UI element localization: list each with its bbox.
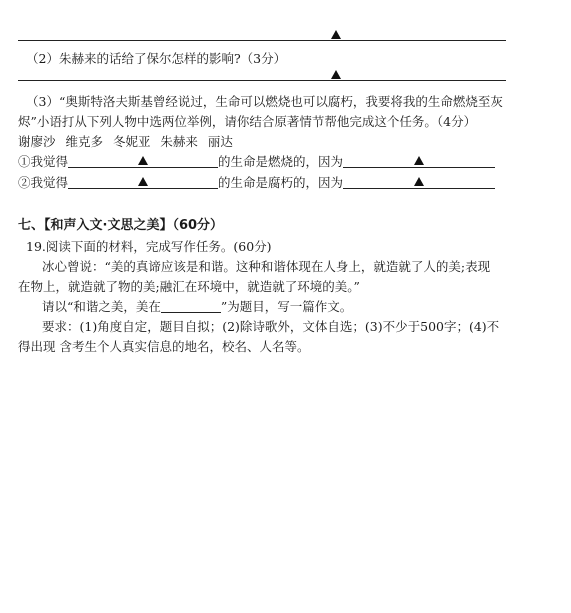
blank-character-2[interactable] [68,176,218,190]
section-7-title: 七、【和声入文·文思之美】（60分） [18,218,224,233]
quote-line-2: 在物上，就造就了物的美;融汇在环境中，就造就了环境的美。” [18,279,360,294]
prompt-part-a: 请以“和谐之美，美在 [42,299,161,314]
answer-row-2 [18,173,495,191]
row1-middle: 的生命是燃烧的，因为 [218,154,344,169]
requirements-line-1: 要求：(1)角度自定，题目自拟；(2)除诗歌外，文体自选；(3)不少于500字；(4)不 [42,319,500,334]
question-2: （2）朱赫来的话给了保尔怎样的影响?（3分） [26,51,287,66]
character-names: 谢廖沙 维克多 冬妮亚 朱赫来 丽达 [18,134,233,149]
marker-triangle [138,177,148,186]
marker-triangle [138,156,148,165]
marker-triangle [414,156,424,165]
row2-prefix: ②我觉得 [18,175,69,190]
blank-reason-1[interactable] [343,155,495,169]
question-19-stem: 19.阅读下面的材料，完成写作任务。(60分) [26,239,272,254]
marker-triangle [331,30,341,39]
question-3-line2: 烬”小语打从下列人物中选两位举例，请你结合原著情节帮他完成这个任务。（4分） [18,114,477,129]
writing-prompt [42,297,352,315]
title-blank[interactable] [161,300,221,314]
marker-triangle [414,177,424,186]
answer-row-1 [18,152,495,170]
quote-line-1: 冰心曾说：“美的真谛应该是和谐。这种和谐体现在人身上，就造就了人的美;表现 [42,259,491,274]
marker-triangle [331,70,341,79]
prompt-part-b: ”为题目，写一篇作文。 [220,299,353,314]
question-3-line1: （3）“奥斯特洛夫斯基曾经说过，生命可以燃烧也可以腐朽，我要将我的生命燃烧至灰 [26,94,503,109]
answer-line-q1 [18,40,506,41]
requirements-line-2: 得出现 含考生个人真实信息的地名，校名、人名等。 [18,339,310,354]
row2-middle: 的生命是腐朽的，因为 [218,175,344,190]
blank-reason-2[interactable] [343,176,495,190]
blank-character-1[interactable] [68,155,218,169]
answer-line-q2 [18,80,506,81]
row1-prefix: ①我觉得 [18,154,69,169]
